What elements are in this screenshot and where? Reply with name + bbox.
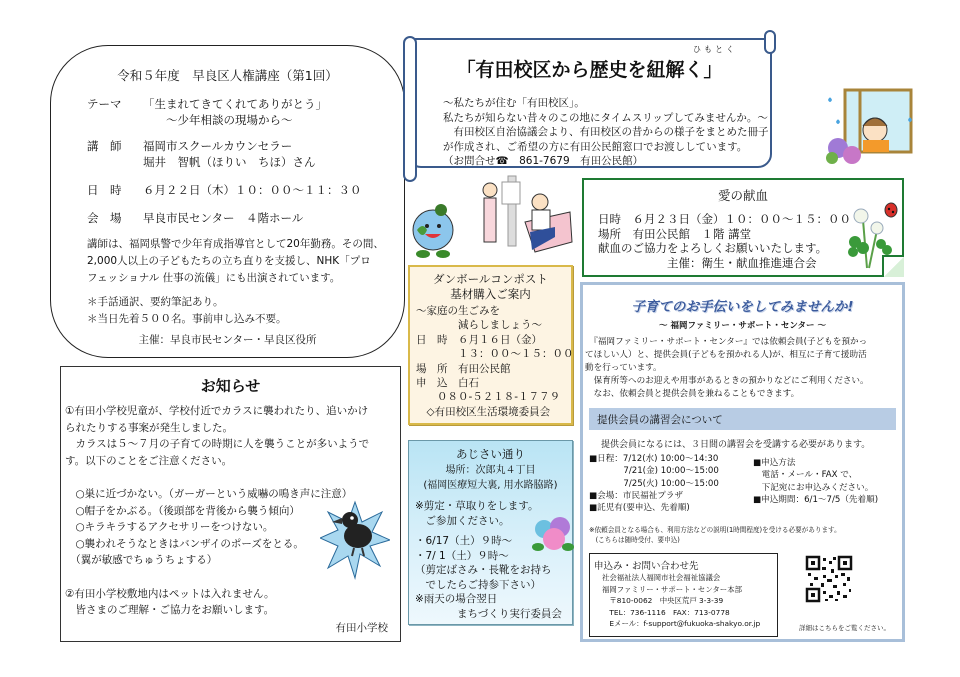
- contact-line: 福岡ファミリー・サポート・センター本部: [602, 584, 742, 594]
- contact-details: [594, 572, 773, 630]
- date-value: ６月２２日（木）１０：００～１１：３０: [143, 183, 362, 197]
- family-intro-line: てほしい人）と、提供会員(子どもを預かれる人)が、相互に子育て援助活: [585, 350, 867, 360]
- lecturer-line: 堀井 智帆（ほりい ちほ）さん: [143, 155, 316, 169]
- venue-label: 会 場: [87, 211, 122, 225]
- contact-line: 〒810-0062 中央区荒戸 3-3-39: [602, 596, 724, 606]
- lecture-title: 令和５年度 早良区人権講座（第1回）: [117, 68, 338, 83]
- qr-code-icon[interactable]: [805, 555, 853, 603]
- blood-line: 主催：衛生・献血推進連合会: [598, 255, 817, 270]
- ajisai-line: ・7/ 1（土）９時～: [415, 549, 509, 562]
- notice-line: ○襲われそうなときはバンザイのポーズをとる。: [65, 537, 304, 550]
- notice-spacer: [65, 469, 369, 486]
- theme-line: ～少年相談の現場から～: [143, 113, 293, 127]
- note-line: ＊当日先着５００名。事前申し込み不要。: [87, 313, 287, 325]
- lecture-host: 主催：早良市民センター・早良区役所: [138, 334, 317, 346]
- compost-line: 減らしましょう～: [416, 319, 542, 332]
- family-subtitle: ～ 福岡ファミリー・サポート・センター ～: [659, 321, 826, 331]
- notice-title: お知らせ: [200, 377, 261, 395]
- schedule-line: ■会場：市民福祉プラザ: [589, 490, 684, 501]
- compost-line: ０８０-５２１８-１７７９: [416, 391, 561, 404]
- notice-signature: 有田小学校: [335, 622, 388, 634]
- hydrangea-illustration: [532, 515, 574, 555]
- venue-value: 早良市民センター ４階ホール: [143, 211, 304, 225]
- notice-line: す。以下のことをご注意ください。: [65, 454, 233, 467]
- theme-line: 「生まれてきてくれてありがとう」: [143, 97, 327, 111]
- compost-line: ～家庭の生ごみを: [416, 305, 500, 317]
- history-body: [443, 96, 769, 169]
- note-line: ＊手話通訳、要約筆記あり。: [87, 296, 224, 308]
- schedule-line: 7/25(火) 10:00～15:00: [589, 478, 719, 489]
- history-scroll: [407, 38, 772, 168]
- family-intro-line: 保育所等へのお迎えや用事があるときの預かりなどにご利用ください。: [585, 376, 869, 386]
- compost-title-line: 基材購入ご案内: [450, 287, 531, 301]
- compost-line: ◇有田校区生活環境委員会: [416, 405, 551, 418]
- cardboard-compost-box: [408, 265, 573, 425]
- schedule-line: ■日程：7/12(水) 10:00～14:30: [589, 454, 719, 464]
- boy-window-rain-illustration: [820, 60, 915, 165]
- notice-line: ②有田小学校敷地内はペットは入れません。: [65, 587, 275, 600]
- lecture-lecturer: [87, 138, 316, 170]
- contact-box: [589, 553, 778, 637]
- blood-line: 献血のご協力をよろしくお願いいたします。: [598, 241, 828, 255]
- theme-label: テーマ: [87, 97, 122, 111]
- notice-line: ○帽子をかぶる。（後頭部を背後から襲う傾向）: [65, 504, 300, 517]
- lecturer-line: 福岡市スクールカウンセラー: [143, 139, 293, 153]
- lecture-description: [87, 236, 384, 287]
- ajisai-line: ※剪定・草取りをします。: [415, 500, 539, 512]
- blood-title: 愛の献血: [717, 188, 768, 203]
- notice-line: ○巣に近づかない。（ガーガーという威嚇の鳴き声に注意）: [65, 487, 353, 500]
- qr-caption: 詳細はこちらをご覧ください。: [799, 624, 890, 632]
- schedule-line: ■託児有(要申込、先着順): [589, 503, 690, 514]
- training-section-heading: 提供会員の講習会について: [589, 408, 896, 430]
- contact-line: 社会福祉法人福岡市社会福祉協議会: [602, 573, 721, 582]
- ajisai-line: （剪定ばさみ・長靴をお持ち: [415, 564, 552, 576]
- apply-line: 電話・メール・FAX で、: [753, 470, 858, 481]
- history-line: ～私たちが住む「有田校区」。: [443, 97, 585, 109]
- history-line: が作成され、ご希望の方に有田公民館窓口でお渡ししています。: [443, 140, 748, 153]
- desc-line: 講師は、福岡県警で少年育成指導官として20年勤務。その間、: [87, 238, 384, 250]
- note-line: ※依頼会員となる場合も、利用方法などの説明(1時間程度)を受ける必要があります。: [589, 526, 841, 534]
- notice-line: 皆さまのご理解・ご協力をお願いします。: [65, 604, 275, 617]
- lecture-notes: [87, 294, 287, 328]
- crow-illustration: [320, 500, 390, 580]
- lecture-venue: [87, 210, 303, 226]
- ajisai-title: あじさい通り: [456, 447, 525, 461]
- apply-line: ■申込方法: [753, 458, 796, 468]
- compost-title: [410, 272, 571, 302]
- ajisai-location: [409, 463, 572, 493]
- notice-line: られたりする事案が発生しました。: [65, 421, 233, 434]
- notice-line: （翼が敏感でちゅうちょする）: [65, 554, 218, 567]
- schedule-line: 7/21(金) 10:00～15:00: [589, 466, 719, 477]
- notice-line: カラスは５～７月の子育ての時期に人を襲うことが多いようで: [65, 438, 370, 451]
- application-info: [753, 457, 878, 506]
- notice-line: ①有田小学校児童が、学校付近でカラスに襲われたり、追いかけ: [65, 405, 369, 417]
- earth-mascot-illustration: [405, 200, 465, 260]
- contact-email-link[interactable]: Eメール：f-support@fukuoka-shakyo.or.jp: [602, 619, 761, 629]
- scroll-curl-right-decoration: [764, 30, 776, 54]
- lecture-theme: [87, 96, 327, 128]
- family-intro: [585, 336, 869, 401]
- desc-line: 2,000人以上の子どもたちの立ち直りを支援し、NHK「プロ: [87, 255, 371, 267]
- contact-line: TEL：736-1116 FAX：713-0778: [602, 607, 730, 617]
- ajisai-line: ご参加ください。: [415, 514, 510, 527]
- training-schedule: [589, 453, 719, 514]
- blood-line: 日時 ６月２３日（金）１０：００～１５：００: [598, 212, 851, 226]
- apply-line: ■申込期間：6/1～7/5（先着順): [753, 494, 879, 505]
- lecturer-label: 講 師: [87, 139, 122, 153]
- family-support-box: [580, 282, 905, 642]
- blood-donation-illustration: [480, 172, 575, 262]
- ajisai-line: でしたらご持参下さい）: [415, 578, 541, 591]
- compost-line: 申 込 白石: [416, 377, 479, 390]
- blood-body: [598, 212, 851, 270]
- family-title: 子育てのお手伝いをしてみませんか!: [631, 299, 854, 315]
- compost-body: [416, 304, 574, 419]
- compost-line: １３：００～１５：００: [416, 348, 574, 361]
- contact-heading: 申込み・お問い合わせ先: [594, 561, 699, 572]
- desc-line: フェッショナル 仕事の流儀」にも出演されています。: [87, 272, 341, 284]
- history-line: 私たちが知らない昔々のこの地にタイムスリップしてみませんか。～: [443, 111, 768, 124]
- notice-line: ○キラキラするアクセサリーをつけない。: [65, 521, 274, 534]
- ajisai-location-line: 場所：次郎丸４丁目: [445, 465, 536, 476]
- history-line: （お問合せ☎ 861-7679 有田公民館）: [443, 155, 644, 167]
- ajisai-line: まちづくり実行委員会: [415, 607, 562, 620]
- compost-line: 日 時 ６月１６日（金）: [416, 333, 542, 346]
- ajisai-line: ※雨天の場合翌日: [415, 593, 498, 605]
- compost-title-line: ダンボールコンポスト: [433, 272, 548, 286]
- ajisai-location-line: (福岡医療短大裏, 用水路脇路): [423, 480, 558, 491]
- family-intro-line: 『福岡ファミリー・サポート・センター』では依頼会員(子どもを預かっ: [585, 337, 868, 347]
- family-intro-line: 動を行っています。: [585, 363, 662, 373]
- lecture-box: [50, 45, 405, 358]
- family-intro-line: なお、依頼会員と提供会員を兼ねることもできます。: [585, 389, 800, 399]
- ajisai-line: ・6/17（土）９時～: [415, 535, 513, 547]
- lecture-date: [87, 182, 362, 198]
- blood-line: 場所 有田公民館 １階 講堂: [598, 226, 752, 241]
- training-requirement: 提供会員になるには、３日間の講習会を受講する必要があります。: [601, 440, 871, 450]
- history-title: 「有田校区から歴史を紐解く」: [456, 59, 723, 81]
- family-note: [589, 525, 841, 545]
- clover-ladybug-illustration: [845, 200, 900, 270]
- date-label: 日 時: [87, 183, 122, 197]
- history-line: 有田校区自治協議会より、有田校区の昔からの様子をまとめた冊子: [443, 126, 769, 138]
- apply-line: 下記宛にお申込みください。: [753, 482, 874, 493]
- note-line: (こちらは随時受付、要申込): [589, 536, 680, 544]
- compost-line: 場 所 有田公民館: [416, 362, 511, 375]
- history-title-ruby: ひもとく: [693, 45, 737, 54]
